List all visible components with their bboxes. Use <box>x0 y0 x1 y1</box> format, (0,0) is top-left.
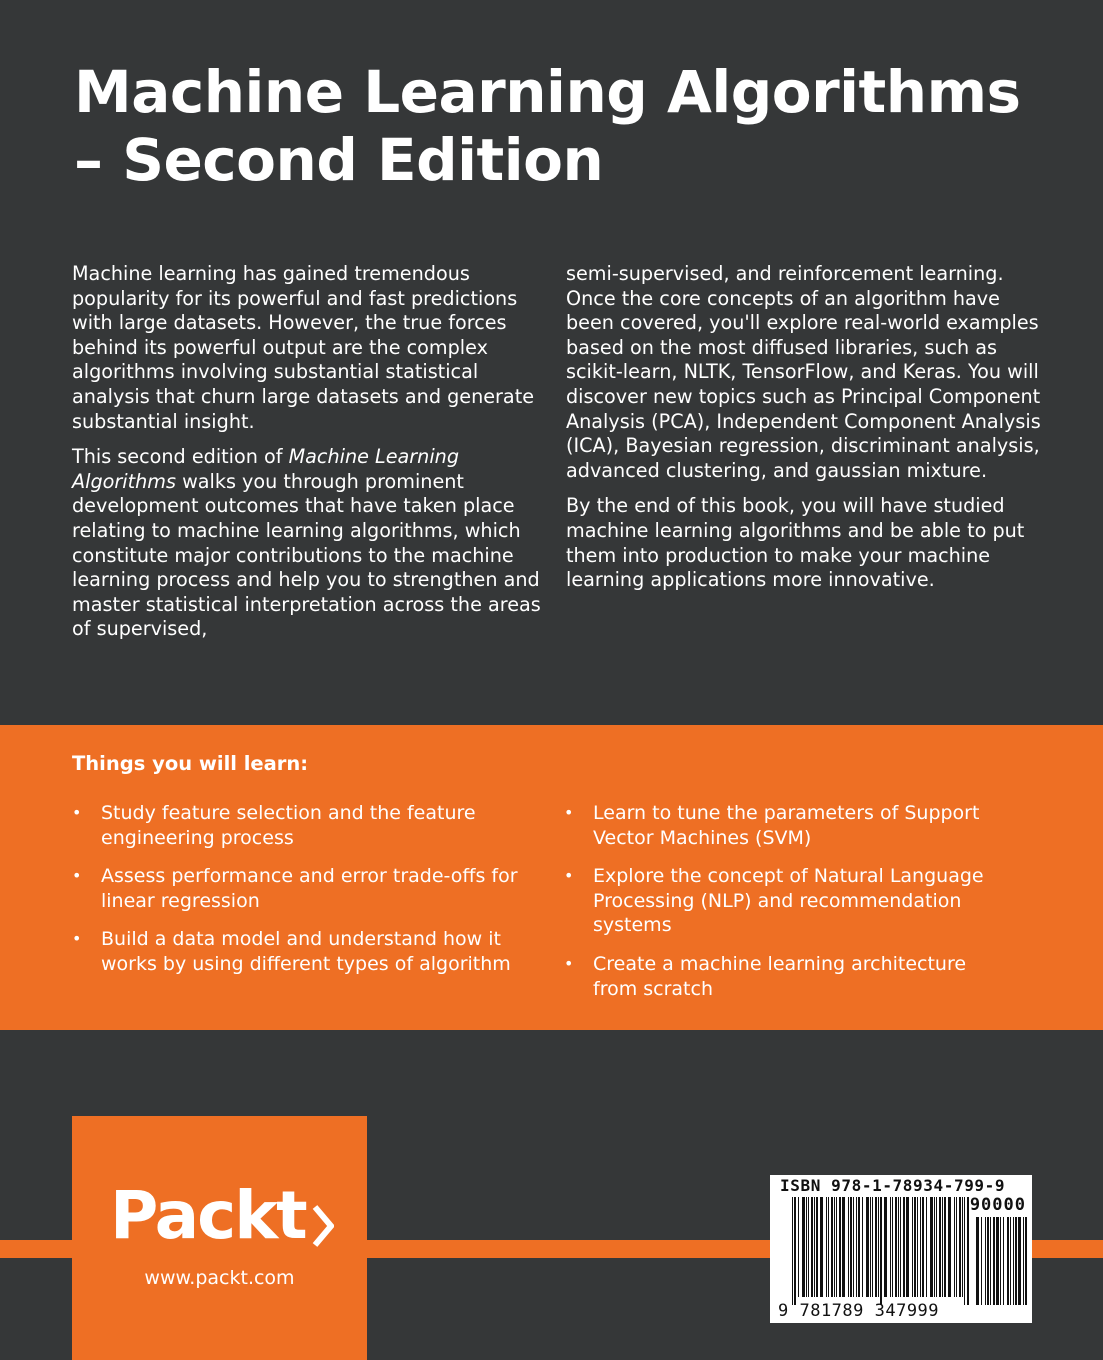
barcode-bar <box>870 1197 871 1297</box>
barcode-bar <box>930 1197 933 1297</box>
barcode-addon-bar <box>1007 1217 1009 1305</box>
publisher-url[interactable]: www.packt.com <box>144 1267 295 1289</box>
barcode-bar <box>814 1197 815 1297</box>
book-title <box>74 58 1064 194</box>
barcode-bar <box>926 1197 927 1297</box>
barcode-bar <box>942 1197 943 1297</box>
barcode-bar <box>936 1197 937 1297</box>
barcode-bar <box>848 1197 849 1297</box>
barcode-bar <box>806 1197 807 1297</box>
barcode-bar <box>917 1197 918 1297</box>
barcode-addon-bar <box>981 1217 982 1305</box>
barcode-addon-bar <box>1000 1217 1001 1305</box>
bullet-icon: • <box>72 866 82 886</box>
barcode-addon-bar <box>1010 1217 1011 1305</box>
publisher-logo-block <box>72 1116 367 1360</box>
barcode-bar <box>820 1197 823 1297</box>
barcode-addon-bar <box>990 1217 991 1305</box>
bullet-icon: • <box>564 866 574 886</box>
barcode-bar <box>906 1197 909 1297</box>
bullet-icon: • <box>72 929 82 949</box>
barcode-addon: 90000 <box>969 1195 1026 1215</box>
barcode-bar <box>808 1197 809 1297</box>
barcode-addon-bar <box>1013 1217 1014 1305</box>
barcode-bar <box>836 1197 837 1297</box>
barcode-bar <box>828 1197 829 1297</box>
list-item <box>72 927 522 976</box>
barcode-bar <box>967 1197 969 1305</box>
barcode-addon-bar <box>1018 1217 1021 1305</box>
barcode-bar <box>850 1197 852 1297</box>
list-item <box>72 801 522 850</box>
isbn-number: ISBN 978-1-78934-799-9 <box>780 1176 1006 1195</box>
barcode-bar <box>895 1197 897 1297</box>
list-item <box>564 952 1014 1001</box>
barcode-bar <box>900 1197 901 1297</box>
barcode-addon-bar <box>1003 1217 1004 1305</box>
barcode-bar <box>959 1197 961 1297</box>
barcode-bar <box>962 1197 963 1297</box>
description-paragraph-1: Machine learning has gained tremendous popularity for its powerful and fast predictions with large datasets. However, the true forces behind its powerful output are the complex algorithms involving substantial statistical analysis that churn large datasets and generate substantial insight. <box>72 262 535 433</box>
barcode-bar <box>964 1197 965 1305</box>
logo-chevron-icon <box>312 1204 334 1248</box>
barcode-bar <box>856 1197 857 1297</box>
barcode-bar <box>858 1197 860 1297</box>
list-item <box>564 801 1014 850</box>
description-column-right <box>566 262 1044 604</box>
barcode-bar <box>944 1197 946 1297</box>
barcode-bar <box>898 1197 899 1297</box>
barcode-bar <box>878 1197 879 1297</box>
barcode-addon-bar <box>1015 1217 1017 1305</box>
title-line-2: – Second Edition <box>74 126 604 194</box>
description-paragraph-3: semi-supervised, and reinforcement learning. Once the core concepts of an algorithm have been covered, you'll explore real-world examples based on the most diffused libraries, such as scikit-learn, NLTK, TensorFlow, and Keras. You will discover new topics such as Principal Component Analysis (PCA), Independent Component Analysis (ICA), Bayesian regression, discriminant analysis, advanced clustering, and gaussian mixture. <box>566 262 1041 482</box>
barcode-bar <box>914 1197 916 1297</box>
barcode-bar <box>892 1197 893 1297</box>
list-item-text: Assess performance and error trade-offs for linear regression <box>101 865 518 912</box>
barcode-bar <box>866 1197 869 1297</box>
list-item <box>72 864 522 913</box>
barcode-bar <box>939 1197 941 1297</box>
barcode-bar <box>920 1197 921 1297</box>
barcode-addon-bar <box>985 1217 986 1305</box>
isbn-barcode <box>770 1175 1032 1323</box>
list-item-text: Explore the concept of Natural Language Processing (NLP) and recommendation systems <box>593 865 984 937</box>
barcode-bar <box>956 1197 957 1297</box>
barcode-bar <box>834 1197 835 1297</box>
p2-suffix: walks you through prominent development outcomes that have taken place relating to machine learning algorithms, which constitute major contributions to the machine learning process and help you to strengthen and master statistical interpretation across the areas of supervised, <box>72 469 541 641</box>
barcode-bar <box>842 1197 845 1297</box>
description-paragraph-4: By the end of this book, you will have studied machine learning algorithms and be able to put them into production to make your machine learning applications more innovative. <box>566 494 1025 592</box>
barcode-addon-bar <box>1025 1217 1027 1305</box>
list-item-text: Create a machine learning architecture from scratch <box>593 952 967 1000</box>
barcode-bar <box>954 1197 955 1297</box>
p2-prefix: This second edition of <box>72 445 289 469</box>
barcode-bar <box>816 1197 818 1297</box>
barcode-bar <box>792 1197 793 1305</box>
list-item-text: Build a data model and understand how it works by using different types of algorithm <box>101 928 511 975</box>
publisher-logo: Packt <box>110 1177 306 1254</box>
barcode-addon-bar <box>976 1217 979 1305</box>
title-line-1: Machine Learning Algorithms <box>74 58 1021 126</box>
barcode-bar <box>794 1197 796 1305</box>
description-paragraph-2 <box>72 445 550 642</box>
barcode-bar <box>903 1197 905 1297</box>
barcode-bar <box>890 1197 891 1297</box>
bullet-icon: • <box>72 803 82 822</box>
barcode-bar <box>934 1197 935 1297</box>
bullet-icon: • <box>564 953 574 973</box>
learn-list-right <box>564 801 1014 1015</box>
list-item-text: Study feature selection and the feature engineering process <box>101 802 476 849</box>
barcode-bar <box>862 1197 863 1297</box>
barcode-bar <box>875 1197 877 1297</box>
barcode-bar <box>798 1197 799 1297</box>
barcode-bar <box>831 1197 833 1297</box>
barcode-bar <box>811 1197 813 1297</box>
barcode-addon-bar <box>1023 1217 1024 1305</box>
barcode-bar <box>872 1197 873 1297</box>
learn-list-left <box>72 801 522 991</box>
barcode-bar <box>802 1197 805 1297</box>
barcode-bar <box>884 1197 887 1297</box>
list-item-text: Learn to tune the parameters of Support Vector Machines (SVM) <box>593 802 980 849</box>
barcode-bar <box>912 1197 913 1297</box>
barcode-bar <box>826 1197 827 1297</box>
bullet-icon: • <box>564 803 574 822</box>
learn-heading: Things you will learn: <box>72 752 309 775</box>
ean-digits: 9 781789 347999 <box>778 1301 940 1321</box>
barcode-bar <box>853 1197 854 1297</box>
list-item <box>564 864 1014 938</box>
barcode-addon-bar <box>993 1217 995 1305</box>
barcode-addon-bar <box>996 1217 999 1305</box>
barcode-bar <box>922 1197 924 1297</box>
barcode-bar <box>948 1197 951 1297</box>
barcode-bar <box>839 1197 841 1297</box>
description-column-left <box>72 262 550 653</box>
barcode-bar <box>880 1197 882 1305</box>
barcode-addon-bar <box>987 1217 989 1305</box>
book-title-italic: Machine Learning Algorithms <box>72 445 460 493</box>
